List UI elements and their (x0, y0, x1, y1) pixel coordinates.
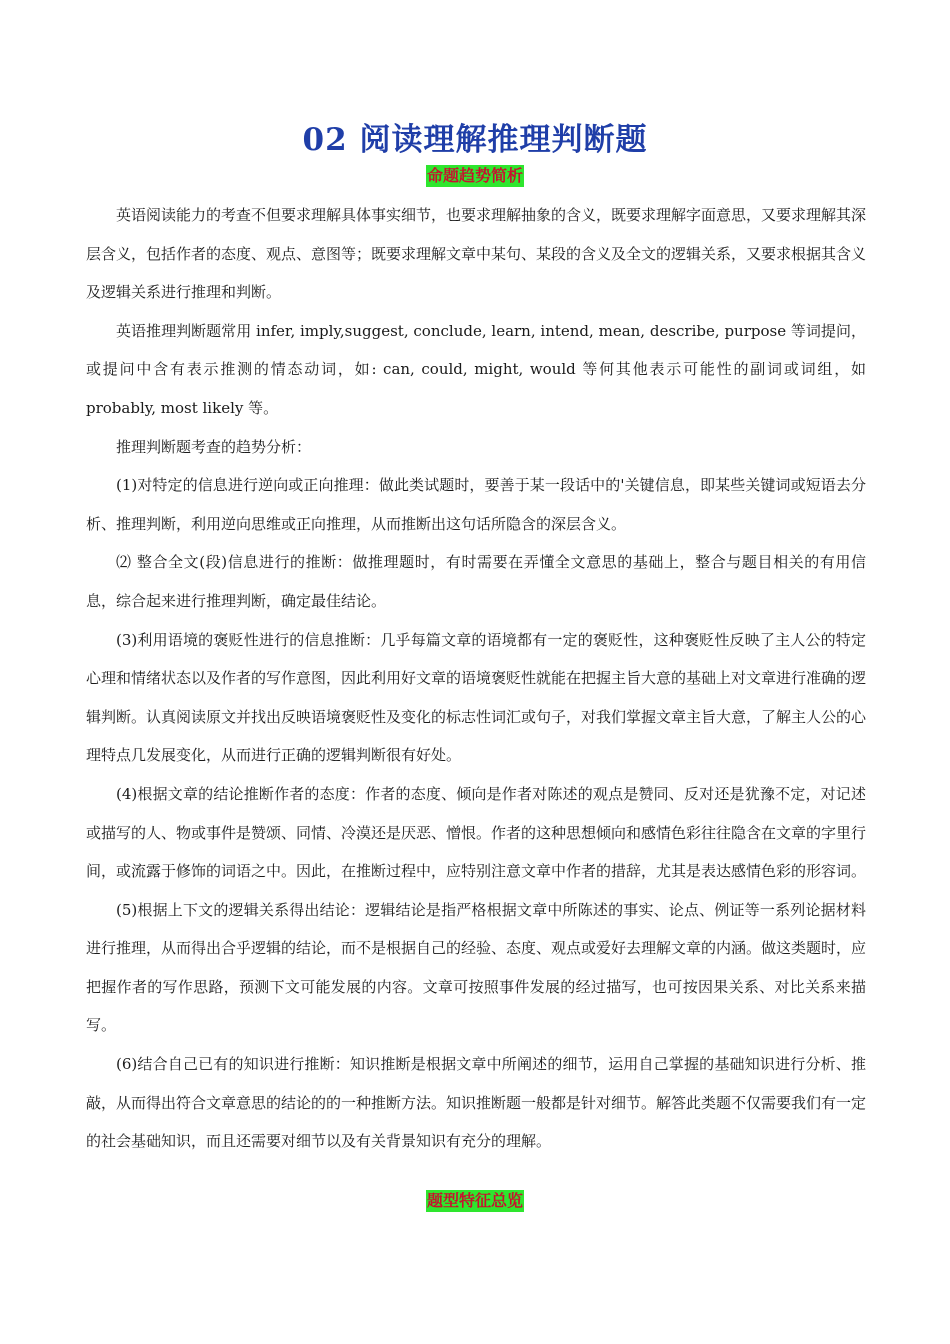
section-heading-wrap-2 (0, 1190, 950, 1212)
paragraph-point-1: (1)对特定的信息进行逆向或正向推理：做此类试题时，要善于某一段话中的'关键信息，即某些关键词或短语去分析、推理判断，利用逆向思维或正向推理，从而推断出这句话所隐含的深层含义。 (86, 476, 866, 533)
paragraph-trend-heading: 推理判断题考查的趋势分析： (116, 437, 312, 456)
paragraph-question-words: 英语推理判断题常用 infer, imply,suggest, conclude, learn, intend, mean, describe, purpose 等词提问，或提问中含有表示推测的情态动词，如: can, could, might, would 等何其他表示可能性的副词或词组，如 probably, most likely 等。 (86, 321, 866, 417)
paragraph-point-3: (3)利用语境的褒贬性进行的信息推断：几乎每篇文章的语境都有一定的褒贬性，这种褒贬性反映了主人公的特定心理和情绪状态以及作者的写作意图，因此利用好文章的语境褒贬性就能在把握主旨大意的基础上对文章进行准确的逻辑判断。认真阅读原文并找出反映语境褒贬性及变化的标志性词汇或句子，对我们掌握文章主旨大意，了解主人公的心理特点几发展变化，从而进行正确的逻辑判断很有好处。 (86, 630, 867, 765)
section-heading-trend-analysis: 命题趋势简析 (426, 166, 523, 185)
section-heading-wrap (0, 165, 950, 187)
body-text (86, 196, 866, 1161)
paragraph-point-2: ⑵ 整合全文(段)信息进行的推断：做推理题时，有时需要在弄懂全文意思的基础上，整合与题目相关的有用信息，综合起来进行推理判断，确定最佳结论。 (86, 553, 866, 610)
page-title: 02 阅读理解推理判断题 (302, 122, 648, 158)
paragraph-point-5: (5)根据上下文的逻辑关系得出结论：逻辑结论是指严格根据文章中所陈述的事实、论点、例证等一系列论据材料进行推理，从而得出合乎逻辑的结论，而不是根据自己的经验、态度、观点或爱好去理解文章的内涵。做这类题时，应把握作者的写作思路，预测下文可能发展的内容。文章可按照事件发展的经过描写，也可按因果关系、对比关系来描写。 (86, 900, 867, 1035)
paragraph-point-4: (4)根据文章的结论推断作者的态度：作者的态度、倾向是作者对陈述的观点是赞同、反对还是犹豫不定，对记述或描写的人、物或事件是赞颂、同情、冷漠还是厌恶、憎恨。作者的这种思想倾向和感情色彩往往隐含在文章的字里行间，或流露于修饰的词语之中。因此，在推断过程中，应特别注意文章中作者的措辞，尤其是表达感情色彩的形容词。 (86, 784, 867, 881)
section-heading-question-overview: 题型特征总览 (426, 1191, 523, 1210)
paragraph-point-6: (6)结合自己已有的知识进行推断：知识推断是根据文章中所阐述的细节，运用自己掌握的基础知识进行分析、推敲，从而得出符合文章意思的结论的的一种推断方法。知识推断题一般都是针对细节。解答此类题不仅需要我们有一定的社会基础知识，而且还需要对细节以及有关背景知识有充分的理解。 (86, 1055, 867, 1151)
paragraph-intro: 英语阅读能力的考查不但要求理解具体事实细节，也要求理解抽象的含义，既要求理解字面意思，又要求理解其深层含义，包括作者的态度、观点、意图等；既要求理解文章中某句、某段的含义及全文的逻辑关系，又要求根据其含义及逻辑关系进行推理和判断。 (86, 206, 867, 302)
